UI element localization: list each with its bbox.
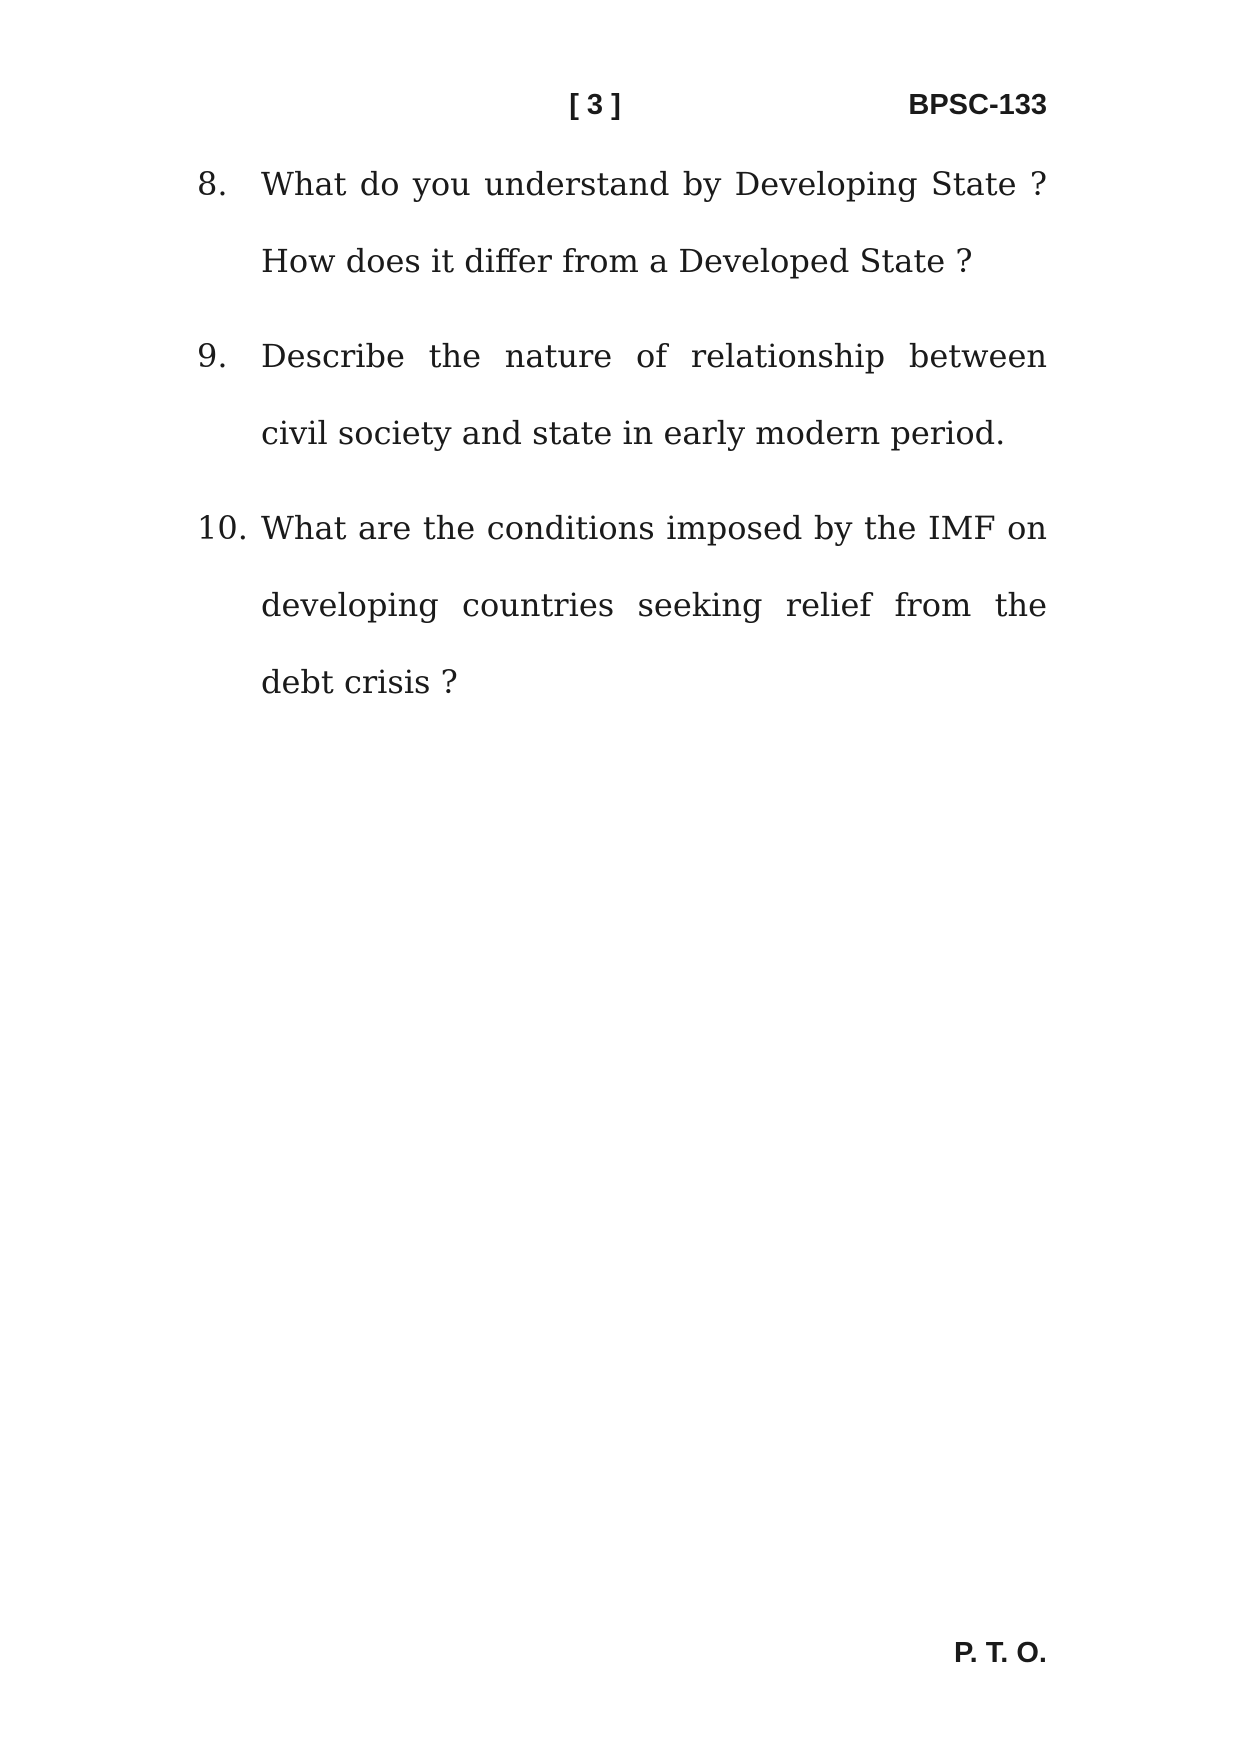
question-text: What are the conditions imposed by the IMF on developing countries seeking relief from the debt crisis ?	[261, 509, 1047, 701]
question-text: Describe the nature of relationship between civil society and state in early modern period.	[261, 337, 1047, 452]
question-item	[197, 490, 1047, 721]
question-number: 9.	[197, 337, 228, 375]
please-turn-over: P. T. O.	[954, 1637, 1047, 1669]
question-item	[197, 318, 1047, 472]
question-item	[197, 146, 1047, 300]
page-number: [ 3 ]	[569, 89, 621, 121]
question-number: 8.	[197, 165, 228, 203]
paper-code: BPSC-133	[908, 89, 1047, 121]
question-text: What do you understand by Developing State ? How does it differ from a Developed State ?	[261, 165, 1047, 280]
question-list	[197, 146, 1047, 721]
question-number: 10.	[197, 509, 248, 547]
